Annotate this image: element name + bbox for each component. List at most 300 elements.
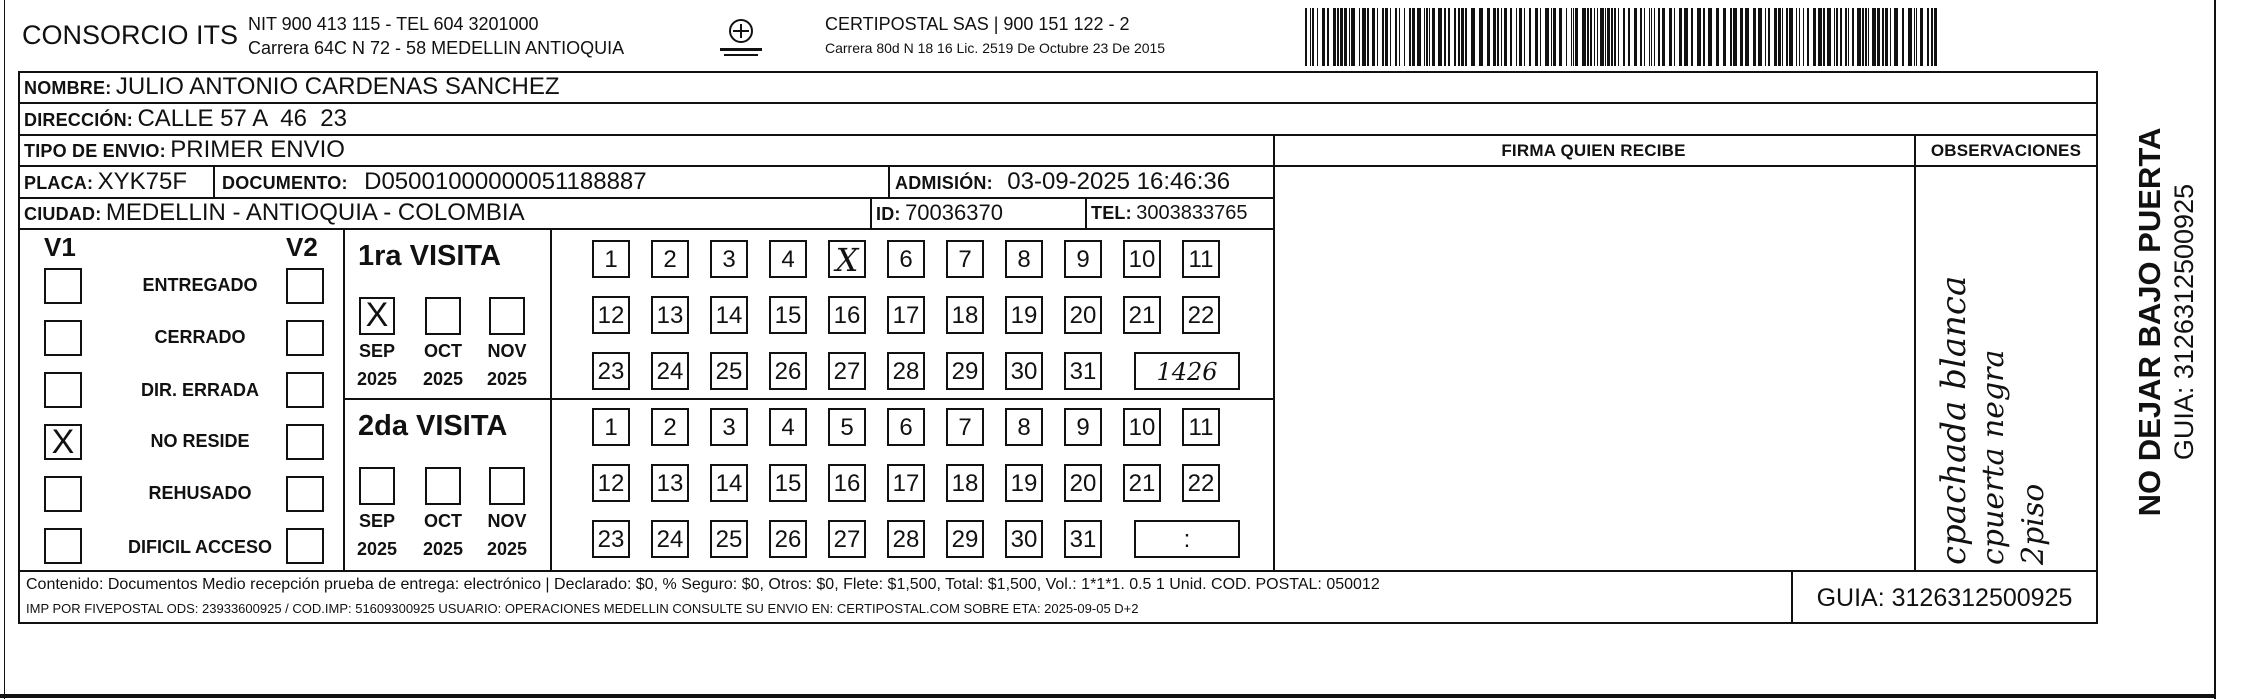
barcode-bar bbox=[1914, 8, 1915, 66]
day-number: 10 bbox=[1128, 414, 1156, 441]
status-label: NO RESIDE bbox=[150, 431, 250, 451]
second-visit-month-nov-checkbox[interactable] bbox=[489, 467, 525, 505]
address-label: DIRECCIÓN: bbox=[24, 110, 133, 130]
status-v1-checkbox[interactable] bbox=[44, 476, 82, 512]
observations-header: OBSERVACIONES bbox=[1930, 141, 2082, 160]
second-visit-day-box[interactable] bbox=[1064, 464, 1102, 502]
first-visit-day-box[interactable] bbox=[1182, 240, 1220, 278]
day-number: 4 bbox=[781, 246, 795, 273]
barcode-bar bbox=[1618, 8, 1619, 66]
status-v1-checkbox[interactable] bbox=[44, 268, 82, 304]
day-number: 29 bbox=[951, 526, 979, 553]
day-number: 9 bbox=[1076, 246, 1090, 273]
observations-notes bbox=[1934, 145, 2074, 565]
barcode-bar bbox=[1730, 8, 1732, 66]
document-value: D05001000000051188887 bbox=[364, 168, 647, 195]
first-visit-day-box[interactable] bbox=[828, 352, 866, 390]
send-type-row bbox=[24, 135, 345, 165]
status-label: DIFICIL ACCESO bbox=[127, 537, 272, 557]
barcode-bar bbox=[1465, 8, 1467, 66]
first-visit-day-box[interactable] bbox=[946, 352, 984, 390]
barcode-bar bbox=[1605, 8, 1606, 66]
barcode-bar bbox=[1362, 8, 1366, 66]
first-visit-day-box[interactable] bbox=[887, 352, 925, 390]
second-visit-day-box[interactable] bbox=[946, 408, 984, 446]
barcode-bar bbox=[1399, 8, 1400, 66]
second-visit-day-box[interactable] bbox=[1182, 408, 1220, 446]
first-visit-day-box[interactable] bbox=[1005, 240, 1043, 278]
month-name: OCT bbox=[424, 341, 462, 361]
barcode-bar bbox=[1920, 8, 1923, 66]
month-year: 2025 bbox=[422, 369, 464, 389]
first-visit-day-box[interactable] bbox=[946, 296, 984, 334]
barcode-bar bbox=[1327, 8, 1329, 66]
day-number: 1 bbox=[604, 414, 618, 441]
barcode-bar bbox=[1359, 8, 1360, 66]
day-number: 3 bbox=[722, 414, 736, 441]
barcode-bar bbox=[1349, 8, 1350, 66]
name-label: NOMBRE: bbox=[24, 78, 112, 98]
day-number: 28 bbox=[892, 526, 920, 553]
month-year: 2025 bbox=[422, 539, 464, 559]
imp-line: IMP POR FIVEPOSTAL ODS: 23933600925 / COD.IMP: 51609300925 USUARIO: OPERACIONES MEDELLIN CONSULTE SU ENVIO EN: CERTIPOSTAL.COM SOBRE ETA: 2025-09-05 D+2 bbox=[26, 601, 1139, 616]
barcode-bar bbox=[1789, 8, 1793, 66]
company-address: Carrera 64C N 72 - 58 MEDELLIN ANTIOQUIA bbox=[248, 38, 625, 58]
status-v1-checkbox[interactable] bbox=[44, 372, 82, 408]
barcode-bar bbox=[1559, 8, 1562, 66]
barcode-bar bbox=[1575, 8, 1578, 66]
day-number: 21 bbox=[1128, 302, 1156, 329]
day-number: 26 bbox=[774, 358, 802, 385]
barcode-bar bbox=[1409, 8, 1411, 66]
month-year: 2025 bbox=[486, 369, 528, 389]
day-number: 23 bbox=[597, 526, 625, 553]
day-number: 22 bbox=[1187, 302, 1215, 329]
company-name: CONSORCIO ITS bbox=[22, 20, 239, 50]
day-number: 31 bbox=[1069, 358, 1097, 385]
first-visit-month-nov-checkbox[interactable] bbox=[489, 297, 525, 335]
barcode-bar bbox=[1669, 8, 1672, 66]
second-visit-day-box[interactable] bbox=[710, 408, 748, 446]
second-visit-day-box[interactable] bbox=[946, 520, 984, 558]
id-label: ID: bbox=[876, 204, 901, 224]
day-number: 15 bbox=[774, 470, 802, 497]
day-number: 27 bbox=[833, 526, 861, 553]
barcode-bar bbox=[1504, 8, 1507, 66]
day-number: 28 bbox=[892, 358, 920, 385]
second-visit-day-box[interactable] bbox=[887, 520, 925, 558]
first-visit-title: 1ra VISITA bbox=[358, 240, 501, 272]
first-visit-day-box[interactable] bbox=[1123, 296, 1161, 334]
barcode-bar bbox=[1931, 8, 1933, 66]
day-number: 17 bbox=[892, 470, 920, 497]
barcode-bar bbox=[1337, 8, 1339, 66]
barcode-bar bbox=[1566, 8, 1567, 66]
barcode-bar bbox=[1823, 8, 1825, 66]
admission-cell bbox=[895, 167, 1230, 200]
status-v2-checkbox[interactable] bbox=[286, 528, 324, 564]
v1-label: V1 bbox=[44, 232, 76, 262]
status-v2-checkbox[interactable] bbox=[286, 268, 324, 304]
observation-line: cpuerta negra bbox=[1976, 349, 2011, 565]
barcode-bar bbox=[1333, 8, 1336, 66]
second-visit-day-box[interactable] bbox=[1064, 408, 1102, 446]
barcode-bar bbox=[1834, 8, 1835, 66]
certipostal-logo-icon bbox=[718, 14, 764, 60]
first-visit-day-box[interactable] bbox=[769, 296, 807, 334]
barcode-bar bbox=[1519, 8, 1522, 66]
barcode-bar bbox=[1796, 8, 1797, 66]
carrier-address: Carrera 80d N 18 16 Lic. 2519 De Octubre 23 De 2015 bbox=[825, 40, 1166, 56]
v2-label: V2 bbox=[286, 232, 318, 262]
barcode-bar bbox=[1424, 8, 1425, 66]
barcode-bar bbox=[1865, 8, 1867, 66]
first-visit-day-box[interactable] bbox=[651, 240, 689, 278]
company-nit: NIT 900 413 115 - TEL 604 3201000 bbox=[248, 14, 539, 34]
barcode-bar bbox=[1614, 8, 1616, 66]
day-number: 16 bbox=[833, 470, 861, 497]
footer-guia: GUIA: 3126312500925 bbox=[1816, 584, 2073, 612]
status-label: REHUSADO bbox=[148, 483, 252, 503]
barcode-bar bbox=[1571, 8, 1572, 66]
barcode-bar bbox=[1651, 8, 1652, 66]
day-number: 15 bbox=[774, 302, 802, 329]
barcode-bar bbox=[1305, 8, 1307, 66]
first-visit-day-box[interactable] bbox=[828, 296, 866, 334]
barcode-bar bbox=[1487, 8, 1490, 66]
barcode-bar bbox=[1649, 8, 1650, 66]
day-number: 11 bbox=[1188, 246, 1214, 273]
city-label: CIUDAD: bbox=[24, 204, 102, 224]
barcode-bar bbox=[1312, 8, 1314, 66]
day-number: 20 bbox=[1069, 302, 1097, 329]
second-visit-day-box[interactable] bbox=[769, 520, 807, 558]
side-warning bbox=[2132, 62, 2200, 582]
barcode-bar bbox=[1916, 8, 1917, 66]
day-number: 12 bbox=[597, 302, 625, 329]
barcode-bar bbox=[1444, 8, 1446, 66]
day-number: 16 bbox=[833, 302, 861, 329]
first-visit-day-box[interactable] bbox=[1064, 240, 1102, 278]
barcode-bar bbox=[1322, 8, 1325, 66]
first-visit-day-box[interactable] bbox=[1005, 296, 1043, 334]
city-cell bbox=[24, 198, 525, 231]
day-number: 18 bbox=[951, 470, 979, 497]
day-number: 24 bbox=[656, 526, 684, 553]
barcode-bar bbox=[1753, 8, 1756, 66]
status-v2-checkbox[interactable] bbox=[286, 476, 324, 512]
status-label: CERRADO bbox=[154, 327, 246, 347]
day-number: 30 bbox=[1010, 526, 1038, 553]
month-name: OCT bbox=[424, 511, 462, 531]
barcode-bar bbox=[1432, 8, 1435, 66]
day-number: 22 bbox=[1187, 470, 1215, 497]
barcode-bar bbox=[1382, 8, 1384, 66]
barcode-bar bbox=[1768, 8, 1770, 66]
barcode-bar bbox=[1590, 8, 1592, 66]
barcode-bar bbox=[1438, 8, 1442, 66]
day-number: 13 bbox=[656, 302, 684, 329]
status-v2-checkbox[interactable] bbox=[286, 424, 324, 460]
day-number: 26 bbox=[774, 526, 802, 553]
day-number: 20 bbox=[1069, 470, 1097, 497]
second-visit-day-box[interactable] bbox=[710, 520, 748, 558]
second-visit-day-box[interactable] bbox=[1182, 464, 1220, 502]
recipient-name: JULIO ANTONIO CARDENAS SANCHEZ bbox=[115, 73, 560, 100]
second-visit-day-box[interactable] bbox=[1123, 408, 1161, 446]
second-visit-day-box[interactable] bbox=[769, 464, 807, 502]
barcode-bar bbox=[1454, 8, 1456, 66]
month-name: SEP bbox=[358, 341, 396, 361]
status-v2-checkbox[interactable] bbox=[286, 372, 324, 408]
barcode-bar bbox=[1524, 8, 1525, 66]
barcode-bar bbox=[1340, 8, 1343, 66]
day-number: 1 bbox=[604, 246, 618, 273]
second-visit-day-box[interactable] bbox=[1005, 520, 1043, 558]
barcode-bar bbox=[1600, 8, 1604, 66]
barcode-bar bbox=[1758, 8, 1762, 66]
barcode-bar bbox=[1778, 8, 1781, 66]
id-cell bbox=[876, 198, 1003, 231]
barcode-bar bbox=[1417, 8, 1421, 66]
barcode-bar bbox=[1351, 8, 1355, 66]
day-number: 6 bbox=[899, 246, 913, 273]
recipient-name-row bbox=[24, 72, 560, 102]
second-visit-day-box[interactable] bbox=[828, 464, 866, 502]
second-visit-day-box[interactable] bbox=[1064, 520, 1102, 558]
barcode-bar bbox=[1862, 8, 1864, 66]
barcode-bar bbox=[1634, 8, 1637, 66]
barcode-bar bbox=[1684, 8, 1688, 66]
first-visit-month-oct-checkbox[interactable] bbox=[425, 297, 461, 335]
day-number: 14 bbox=[715, 470, 743, 497]
barcode-bar bbox=[1882, 8, 1884, 66]
status-label: DIR. ERRADA bbox=[140, 380, 259, 400]
day-number: 3 bbox=[722, 246, 736, 273]
first-visit-day-box[interactable] bbox=[651, 352, 689, 390]
first-visit-day-box[interactable] bbox=[769, 352, 807, 390]
second-visit-day-box[interactable] bbox=[710, 464, 748, 502]
barcode-bar bbox=[1813, 8, 1816, 66]
day-number: 8 bbox=[1017, 246, 1031, 273]
first-visit-day-box[interactable] bbox=[651, 296, 689, 334]
barcode-bar bbox=[1545, 8, 1549, 66]
barcode-bar bbox=[1628, 8, 1630, 66]
plate-label: PLACA: bbox=[24, 173, 94, 193]
barcode-bar bbox=[1679, 8, 1682, 66]
second-visit-time: : bbox=[1183, 526, 1191, 553]
barcode-bar bbox=[1765, 8, 1766, 66]
first-visit-time-box[interactable] bbox=[1134, 352, 1240, 390]
first-visit-time: 1426 bbox=[1156, 358, 1218, 386]
barcode-bar bbox=[1807, 8, 1809, 66]
barcode-bar bbox=[1426, 8, 1428, 66]
barcode-bar bbox=[1535, 8, 1538, 66]
status-v1-checkbox[interactable] bbox=[44, 320, 82, 356]
second-visit-day-box[interactable] bbox=[1005, 464, 1043, 502]
barcode-bar bbox=[1390, 8, 1391, 66]
second-visit-day-box[interactable] bbox=[651, 408, 689, 446]
barcode-bar bbox=[1691, 8, 1693, 66]
tel-label: TEL: bbox=[1091, 203, 1132, 223]
barcode-bar bbox=[1745, 8, 1749, 66]
barcode-bar bbox=[1857, 8, 1861, 66]
barcode-bar bbox=[1471, 8, 1475, 66]
day-number: 19 bbox=[1010, 470, 1038, 497]
barcode-bar bbox=[1662, 8, 1665, 66]
day-number: 24 bbox=[656, 358, 684, 385]
first-visit-day-box[interactable] bbox=[887, 296, 925, 334]
second-visit-day-box[interactable] bbox=[946, 464, 984, 502]
barcode-bar bbox=[1493, 8, 1496, 66]
second-visit-day-box[interactable] bbox=[592, 408, 630, 446]
barcode-bar bbox=[1786, 8, 1788, 66]
second-visit-day-box[interactable] bbox=[887, 464, 925, 502]
document-label: DOCUMENTO: bbox=[222, 173, 348, 193]
barcode-bar bbox=[1799, 8, 1800, 66]
barcode-bar bbox=[1723, 8, 1726, 66]
recipient-address-row bbox=[24, 104, 347, 134]
month-year: 2025 bbox=[486, 539, 528, 559]
tel-cell bbox=[1091, 198, 1247, 230]
observation-line: cpachada blanca bbox=[1934, 275, 1974, 565]
content-line: Contenido: Documentos Medio recepción prueba de entrega: electrónico | Declarado: $0, % Seguro: $0, Otros: $0, Flete: $1,500, Total: $1,500, Vol.: 1*1*1. 0.5 1 Unid. COD. POSTAL: 050012 bbox=[26, 576, 1380, 593]
first-visit-day-box[interactable] bbox=[769, 240, 807, 278]
first-visit-day-box[interactable] bbox=[710, 296, 748, 334]
first-visit-day-box[interactable] bbox=[592, 352, 630, 390]
barcode-bar bbox=[1827, 8, 1831, 66]
first-visit-day-box[interactable] bbox=[592, 296, 630, 334]
status-v1-checkbox[interactable] bbox=[44, 528, 82, 564]
barcode-bar bbox=[1840, 8, 1842, 66]
tel-value: 3003833765 bbox=[1136, 202, 1248, 224]
barcode-bar bbox=[1927, 8, 1929, 66]
second-visit-day-box[interactable] bbox=[651, 464, 689, 502]
first-visit-day-box[interactable] bbox=[887, 240, 925, 278]
first-visit-day-box[interactable] bbox=[946, 240, 984, 278]
signature-header: FIRMA QUIEN RECIBE bbox=[1501, 141, 1686, 160]
barcode-bar bbox=[1573, 8, 1574, 66]
barcode-bar bbox=[1607, 8, 1610, 66]
status-v2-checkbox[interactable] bbox=[286, 320, 324, 356]
barcode-bar bbox=[1703, 8, 1705, 66]
first-visit-day-box[interactable] bbox=[828, 240, 866, 278]
barcode-bar bbox=[1582, 8, 1586, 66]
barcode-bar bbox=[1501, 8, 1502, 66]
barcode-bar bbox=[1597, 8, 1598, 66]
day-number: 5 bbox=[840, 414, 854, 441]
side-guia-text: GUIA: 3126312500925 bbox=[2169, 183, 2199, 461]
barcode-bar bbox=[1404, 8, 1405, 66]
first-visit-day-box[interactable] bbox=[1182, 296, 1220, 334]
second-visit-month-sep-checkbox[interactable] bbox=[359, 467, 395, 505]
barcode-bar bbox=[1674, 8, 1675, 66]
barcode-bar bbox=[1395, 8, 1397, 66]
month-name: NOV bbox=[487, 511, 527, 531]
observation-line: 2piso bbox=[2016, 483, 2051, 565]
barcode-bar bbox=[1640, 8, 1642, 66]
barcode-bar bbox=[1623, 8, 1625, 66]
status-v1-checkbox[interactable]: X bbox=[44, 424, 82, 460]
second-visit-day-box[interactable] bbox=[651, 520, 689, 558]
first-visit-month-sep-checkbox[interactable]: X bbox=[359, 297, 395, 335]
barcode-bar bbox=[1594, 8, 1595, 66]
barcode-bar bbox=[1644, 8, 1645, 66]
day-number: 14 bbox=[715, 302, 743, 329]
barcode-bar bbox=[1372, 8, 1375, 66]
barcode-bar bbox=[1516, 8, 1517, 66]
second-visit-day-box[interactable] bbox=[592, 464, 630, 502]
day-number: 12 bbox=[597, 470, 625, 497]
barcode-bar bbox=[1658, 8, 1660, 66]
first-visit-day-box[interactable] bbox=[1005, 352, 1043, 390]
second-visit-day-box[interactable] bbox=[769, 408, 807, 446]
admission-value: 03-09-2025 16:46:36 bbox=[1007, 168, 1231, 195]
day-number: 25 bbox=[715, 526, 743, 553]
barcode-bar bbox=[1740, 8, 1743, 66]
barcode bbox=[1305, 8, 1937, 66]
plate-cell bbox=[24, 167, 187, 200]
day-number: 30 bbox=[1010, 358, 1038, 385]
barcode-bar bbox=[1894, 8, 1898, 66]
admission-label: ADMISIÓN: bbox=[895, 173, 993, 193]
day-number: 18 bbox=[951, 302, 979, 329]
city-value: MEDELLIN - ANTIOQUIA - COLOMBIA bbox=[105, 199, 525, 226]
day-number: 7 bbox=[958, 414, 972, 441]
barcode-bar bbox=[1852, 8, 1854, 66]
day-number: 19 bbox=[1010, 302, 1038, 329]
barcode-bar bbox=[1310, 8, 1311, 66]
month-year: 2025 bbox=[356, 369, 398, 389]
barcode-bar bbox=[1385, 8, 1388, 66]
day-number: 9 bbox=[1076, 414, 1090, 441]
month-name: NOV bbox=[487, 341, 527, 361]
day-number: 31 bbox=[1069, 526, 1097, 553]
barcode-bar bbox=[1377, 8, 1378, 66]
second-visit-day-box[interactable] bbox=[1005, 408, 1043, 446]
second-visit-time-box[interactable] bbox=[1134, 520, 1240, 558]
day-number: 10 bbox=[1128, 246, 1156, 273]
second-visit-day-box[interactable] bbox=[887, 408, 925, 446]
barcode-bar bbox=[1845, 8, 1847, 66]
day-number: 2 bbox=[663, 246, 677, 273]
barcode-bar bbox=[1479, 8, 1483, 66]
id-value: 70036370 bbox=[905, 200, 1003, 225]
first-visit-day-box[interactable] bbox=[1064, 352, 1102, 390]
barcode-bar bbox=[1697, 8, 1701, 66]
first-visit-day-box[interactable] bbox=[710, 240, 748, 278]
month-name: SEP bbox=[358, 511, 396, 531]
day-number: 23 bbox=[597, 358, 625, 385]
first-visit-day-box[interactable] bbox=[1064, 296, 1102, 334]
document-cell bbox=[222, 167, 647, 200]
barcode-bar bbox=[1448, 8, 1450, 66]
day-number: 4 bbox=[781, 414, 795, 441]
first-visit-day-box[interactable] bbox=[710, 352, 748, 390]
first-visit-day-box[interactable] bbox=[1123, 240, 1161, 278]
barcode-bar bbox=[1429, 8, 1430, 66]
barcode-bar bbox=[1317, 8, 1318, 66]
second-visit-day-box[interactable] bbox=[592, 520, 630, 558]
second-visit-day-box[interactable] bbox=[1123, 464, 1161, 502]
second-visit-month-oct-checkbox[interactable] bbox=[425, 467, 461, 505]
first-visit-day-box[interactable] bbox=[592, 240, 630, 278]
day-number: 25 bbox=[715, 358, 743, 385]
day-number: 21 bbox=[1128, 470, 1156, 497]
carrier-name: CERTIPOSTAL SAS | 900 151 122 - 2 bbox=[825, 14, 1130, 34]
second-visit-day-box[interactable] bbox=[828, 408, 866, 446]
second-visit-day-box[interactable] bbox=[828, 520, 866, 558]
